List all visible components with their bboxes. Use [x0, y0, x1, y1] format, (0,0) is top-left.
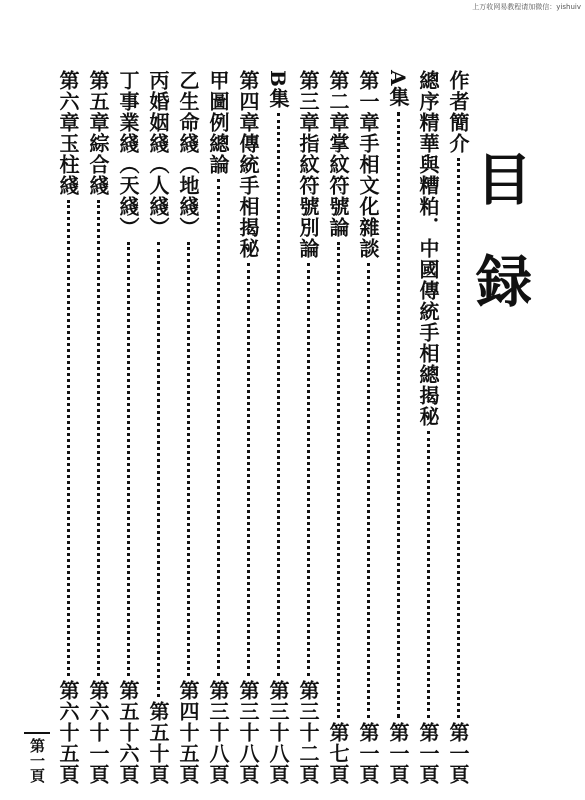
toc-entry-page: 第一頁 [386, 722, 410, 785]
toc-entry [174, 70, 202, 785]
toc-entry [444, 70, 472, 785]
dot-leader [427, 431, 430, 718]
toc-entry-label: 乙生命綫（地綫） [176, 70, 200, 238]
toc-entry [54, 70, 82, 785]
dot-leader [277, 113, 280, 676]
toc-entry-label: 甲圖例總論 [206, 70, 230, 175]
toc-entry-label: 第一章手相文化雜談 [356, 70, 380, 259]
toc-entry-page: 第一頁 [416, 722, 440, 785]
toc-entry-page: 第三十八頁 [266, 680, 290, 785]
toc-entry [354, 70, 382, 785]
toc-entry [114, 70, 142, 785]
dot-leader [367, 263, 370, 718]
toc-entry-page: 第七頁 [326, 722, 350, 785]
toc-entry-page: 第三十八頁 [236, 680, 260, 785]
toc-entry-label: 第五章綜合綫 [86, 70, 110, 196]
dot-leader [157, 242, 160, 697]
toc-entry [204, 70, 232, 785]
toc-entry-page: 第五十頁 [146, 701, 170, 785]
toc-entry [294, 70, 322, 785]
dot-leader [187, 242, 190, 676]
toc-entry-label: 第四章傳統手相揭秘 [236, 70, 260, 259]
toc-entry-page: 第一頁 [356, 722, 380, 785]
toc-entry-page: 第三十二頁 [296, 680, 320, 785]
toc-entry [384, 70, 412, 785]
toc-entry-page: 第四十五頁 [176, 680, 200, 785]
toc-entry-label: 總序精華與糟粕．中國傳統手相總揭秘 [416, 70, 440, 427]
toc-entry-label: 第六章玉柱綫 [56, 70, 80, 196]
toc-entry [144, 70, 172, 785]
dot-leader [307, 263, 310, 676]
dot-leader [337, 242, 340, 718]
toc-entry-page: 第六十一頁 [86, 680, 110, 785]
toc-entry-label: 第三章指紋符號別論 [296, 70, 320, 259]
dot-leader [67, 200, 70, 676]
toc-entry-page: 第六十五頁 [56, 680, 80, 785]
watermark-text: 上万收网易教程请加微信：yishuiv [472, 3, 581, 11]
dot-leader [97, 200, 100, 676]
dot-leader [247, 263, 250, 676]
dot-leader [217, 179, 220, 676]
dot-leader [127, 242, 130, 676]
toc-entry [84, 70, 112, 785]
toc-entry-label: B集 [266, 70, 290, 109]
toc-entry [234, 70, 262, 785]
dot-leader [397, 112, 400, 718]
toc-entry [414, 70, 442, 785]
toc-entry-label: 第二章掌紋符號論 [326, 70, 350, 238]
toc-entry [324, 70, 352, 785]
toc-entry-page: 第一頁 [446, 722, 470, 785]
toc-entry-label: A集 [386, 70, 410, 108]
toc-entry-label: 丁事業綫（天綫） [116, 70, 140, 238]
page-title: 目録 [467, 150, 533, 354]
toc-entry-page: 第五十六頁 [116, 680, 140, 785]
page-number: 第一頁 [28, 738, 46, 783]
toc-entry-page: 第三十八頁 [206, 680, 230, 785]
dot-leader [457, 158, 460, 718]
toc-entry [264, 70, 292, 785]
toc-entry-label: 作者簡介 [446, 70, 470, 154]
toc-entry-label: 丙婚姻綫（人綫） [146, 70, 170, 238]
